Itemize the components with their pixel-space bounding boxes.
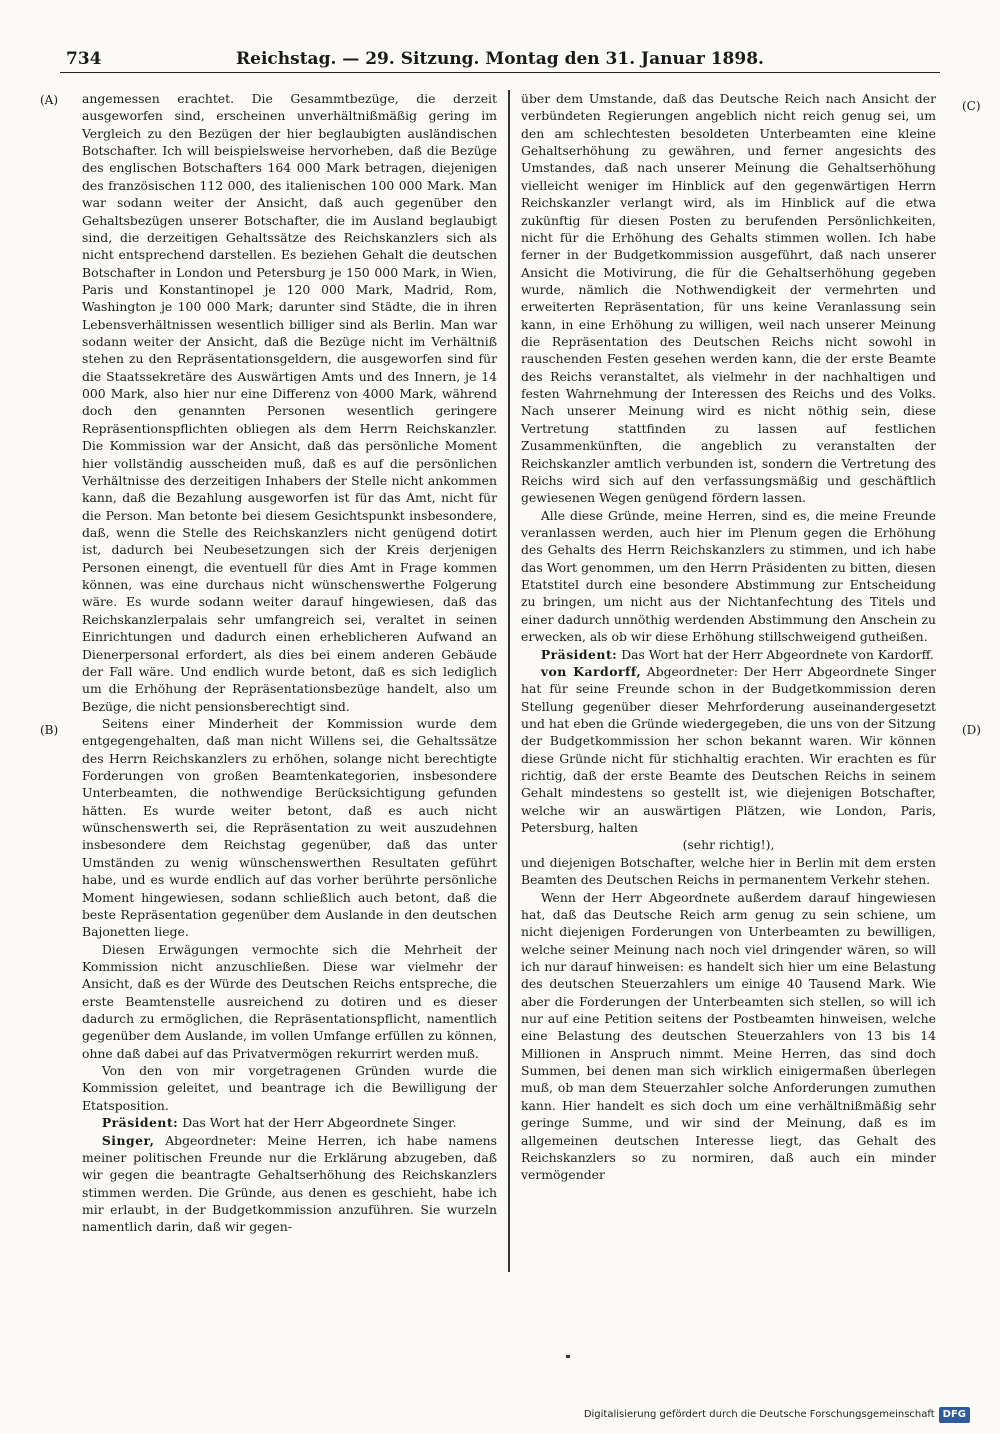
paragraph <box>521 507 936 646</box>
paragraph <box>82 715 497 941</box>
paragraph <box>82 1132 497 1236</box>
margin-marker-d: (D) <box>962 723 981 737</box>
running-title: Reichstag. — 29. Sitzung. Montag den 31. Januar 1898. <box>236 49 764 69</box>
dfg-logo-icon: DFG <box>939 1407 970 1423</box>
speaker-name: Singer, <box>101 1132 155 1148</box>
paragraph-text: Wenn der Herr Abgeordnete außerdem darauf hingewiesen hat, daß das Deutsche Reich arm genug zu sein schiene, um nicht diejenigen Forderungen von Unterbeamten zu bewilligen, welche seiner Meinung nach noch viel dringender wären, so will ich nur darauf hinweisen: es handelt sich hier um eine Belastung des deutschen Steuerzahlers um einige 40 Tausend Mark. Wie aber die Forderungen der Unterbeamten sich stellen, so will ich nur auf eine Petition seitens der Postbeamten hinweisen, welche eine Belastung des deutschen Steuerzahlers von 13 bis 14 Millionen in Anspruch nimmt. Meine Herren, das sind doch Summen, bei denen man sich wirklich einigermaßen überlegen muß, ob man dem Steuerzahler solche Anforderungen zumuthen kann. Hier handelt es sich doch um eine verhältnißmäßig sehr geringe Summe, und wir sind der Meinung, daß es im allgemeinen deutschen Interesse liegt, das Gehalt des Reichskanzlers so zu normiren, daß auch ein minder vermögender <box>521 889 936 1183</box>
paragraph <box>521 646 936 663</box>
footer-credit <box>584 1406 970 1424</box>
speaker-name: Präsident: <box>540 646 618 662</box>
paragraph-text: über dem Umstande, daß das Deutsche Reich nach Ansicht der verbündeten Regierungen angeblich nicht reich genug sei, um den am schlechtesten besoldeten Unterbeamten eine kleine Gehaltserhöhung zu gewähren, und ferner angesichts des Umstandes, daß nach unserer Meinung die Gehaltserhöhung vielleicht weniger im Hinblick auf den gegenwärtigen Herrn Reichskanzler verlangt wird, als im Hinblick auf die etwa zukünftig für diesen Posten zu berufenden Persönlichkeiten, nicht für die Erhöhung des Gehalts stimmen wollen. Ich habe ferner in der Budgetkommission ausgeführt, daß nach unserer Ansicht die Motivirung, die für die Gehaltserhöhung gegeben wurde, nämlich die Nothwendigkeit der vermehrten und erweiterten Repräsentation, für uns keine Veranlassung sein kann, in eine Erhöhung zu willigen, weil nach unserer Meinung die Repräsentation des Deutschen Reichs nicht sowohl in rauschenden Festen gesehen werden kann, die der erste Beamte des Reichs veranstaltet, als vielmehr in der nachhaltigen und festen Wahrnehmung der Interessen des Reichs und des Volks. Nach unserer Meinung wird es nicht nöthig sein, diese Vertretung stattfinden zu lassen auf festlichen Zusammenkünften, die angeblich zu veranstalten der Reichskanzler amtlich verbunden ist, sondern die Vertretung des Reichs wird sich auf den verfassungsmäßig und geschäftlich gewiesenen Wegen genügend fördern lassen. <box>521 91 936 506</box>
paragraph-text: (sehr richtig!), <box>682 837 775 853</box>
paragraph-text: Abgeordneter: Meine Herren, ich habe namens meiner politischen Freunde nur die Erklärung abzugeben, daß wir gegen die beantragte Gehaltserhöhung des Reichskanzlers stimmen werden. Die Gründe, aus denen es geschieht, habe ich mir erlaubt, in der Budgetkommission anzuführen. Sie wurzeln namentlich darin, daß wir gegen- <box>82 1132 497 1235</box>
margin-marker-b: (B) <box>40 723 59 737</box>
paragraph-text: Abgeordneter: Der Herr Abgeordnete Singer hat für seine Freunde schon in der Budgetkommission deren Stellung gegenüber dieser Mehrforderung auseinandergesetzt und hat eben die Gründe wiedergegeben, die uns von der Sitzung der Budgetkommission her schon bekannt waren. Wir können diese Gründe nicht für stichhaltig erachten. Wir erachten es für richtig, daß der erste Beamte des Deutschen Reichs in seinem Gehalt mindestens so gestellt ist, wie diejenigen Botschafter, welche wir an auswärtigen Plätzen, wie London, Paris, Petersburg, halten <box>521 663 936 836</box>
speaker-name: von Kardorff, <box>540 663 642 679</box>
paragraph <box>82 941 497 1063</box>
paragraph-text: Diesen Erwägungen vermochte sich die Mehrheit der Kommission nicht anzuschließen. Diese war vielmehr der Ansicht, daß es der Würde des Deutschen Reichs entspreche, die erste Beamtenstelle ausreichend zu dotiren und es dieser dadurch zu ermöglichen, die Repräsentationspflicht, namentlich gegenüber dem Auslande, im vollen Umfange erfüllen zu können, ohne daß dabei auf das Privatvermögen rekurrirt werden muß. <box>82 941 497 1061</box>
paragraph <box>521 90 936 507</box>
margin-marker-a: (A) <box>40 93 59 107</box>
paragraph <box>82 1114 497 1131</box>
paragraph <box>521 889 936 1184</box>
right-column <box>521 90 936 1184</box>
paragraph-text: Seitens einer Minderheit der Kommission wurde dem entgegengehalten, daß man nicht Willens sei, die Gehaltssätze des Herrn Reichskanzlers zu erhöhen, solange nicht berechtigte Forderungen von großen Beamtenkategorien, insbesondere Unterbeamten, die nothwendige Berücksichtigung gefunden hätten. Es wurde weiter betont, daß es auch nicht wünschenswerth sei, die Repräsentation zu weit auszudehnen insbesondere dem Reichstag gegenüber, daß das unter Umständen zu wenig wünschenswerthen Resultaten geführt habe, und es wurde endlich auf das vorher berührte persönliche Moment hingewiesen, sodann schließlich auch betont, daß die beste Repräsentation gegenüber dem Auslande in den deutschen Bajonetten liege. <box>82 715 497 940</box>
speaker-name: Präsident: <box>101 1115 179 1131</box>
paragraph-text: Von den von mir vorgetragenen Gründen wurde die Kommission geleitet, und beantrage ich die Bewilligung der Etatsposition. <box>82 1063 497 1113</box>
margin-marker-c: (C) <box>962 99 981 113</box>
paragraph-text: Das Wort hat der Herr Abgeordnete Singer. <box>178 1115 457 1131</box>
paragraph <box>521 663 936 837</box>
paragraph <box>82 90 497 715</box>
paragraph <box>82 1062 497 1114</box>
print-mark <box>566 1355 570 1358</box>
paragraph-text: Alle diese Gründe, meine Herren, sind es, die meine Freunde veranlassen werden, auch hier im Plenum gegen die Erhöhung des Gehalts des Herrn Reichskanzlers zu stimmen, und ich habe das Wort genommen, um den Herrn Präsidenten zu bitten, diesen Etatstitel durch eine besondere Abstimmung zur Entscheidung zu bringen, um nicht aus der Nichtanfechtung des Titels und einer dadurch unnöthig werdenden Abstimmung den Anschein zu erwecken, als ob wir diese Erhöhung stillschweigend gutheißen. <box>521 507 936 645</box>
left-column <box>82 90 497 1236</box>
paragraph <box>521 836 936 853</box>
paragraph-text: und diejenigen Botschafter, welche hier in Berlin mit dem ersten Beamten des Deutschen Reichs in permanentem Verkehr stehen. <box>521 854 936 888</box>
footer-credit-text: Digitalisierung gefördert durch die Deutsche Forschungsgemeinschaft <box>583 1409 935 1420</box>
column-divider <box>508 90 510 1272</box>
paragraph-text: Das Wort hat der Herr Abgeordnete von Kardorff. <box>617 646 934 662</box>
paragraph-text: angemessen erachtet. Die Gesammtbezüge, die derzeit ausgeworfen sind, erscheinen unverhältnißmäßig gering im Vergleich zu den Bezügen der hier beglaubigten ausländischen Botschafter. Ich will beispielsweise hervorheben, daß die Bezüge des englischen Botschafters 164 000 Mark betragen, diejenigen des französischen 112 000, des italienischen 100 000 Mark. Man war sodann weiter der Ansicht, daß auch gegenüber den Gehaltsbezügen unserer Botschafter, die im Ausland beglaubigt sind, die derzeitigen Gehaltssätze des Reichskanzlers sich als nicht entsprechend darstellen. Es beziehen Gehalt die deutschen Botschafter in London und Petersburg je 150 000 Mark, in Wien, Paris und Konstantinopel je 120 000 Mark, Madrid, Rom, Washington je 100 000 Mark; darunter sind Städte, die in ihren Lebensverhältnissen wesentlich billiger sind als Berlin. Man war sodann weiter der Ansicht, daß die Bezüge nicht im Verhältniß stehen zu den Repräsentationsgeldern, die ausgeworfen sind für die Staatssekretäre des Auswärtigen Amts und des Innern, je 14 000 Mark, also hier nur eine Differenz von 4000 Mark, während doch den genannten Personen wesentlich geringere Repräsentionspflichten obliegen als dem Herrn Reichskanzler. Die Kommission war der Ansicht, daß das persönliche Moment hier vollständig ausscheiden muß, daß es auf die persönlichen Verhältnisse des derzeitigen Inhabers der Stelle nicht ankommen kann, daß die Bezahlung ausgeworfen ist für das Amt, nicht für die Person. Man betonte bei diesem Gesichtspunkt insbesondere, daß, wenn die Stelle des Reichskanzlers nicht genügend dotirt ist, dadurch bei Neubesetzungen sich der Kreis derjenigen Personen einengt, die eventuell für dies Amt in Frage kommen können, was eine durchaus nicht wünschenswerthe Folgerung wäre. Es wurde sodann weiter darauf hingewiesen, daß das Reichskanzlerpalais sehr umfangreich sei, veraltet in seinen Einrichtungen und dadurch einen erheblicheren Aufwand an Dienerpersonal erfordert, als dies bei einem anderen Gebäude der Fall wäre. Und endlich wurde betont, daß es sich lediglich um die Erhöhung der Repräsentationsbezüge handelt, also um Bezüge, die nicht pensionsberechtigt sind. <box>82 91 497 714</box>
paragraph <box>521 854 936 889</box>
page-number: 734 <box>66 49 102 69</box>
page-header <box>60 48 940 73</box>
